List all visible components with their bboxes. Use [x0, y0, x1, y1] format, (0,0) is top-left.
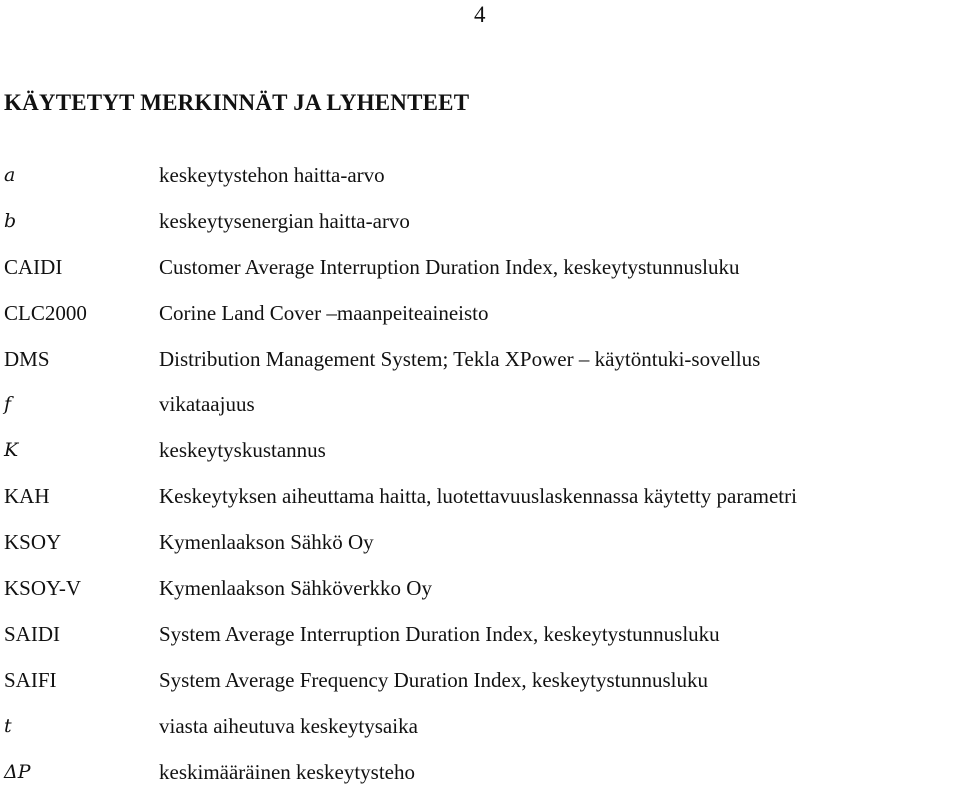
- term: b: [4, 209, 17, 232]
- list-item: [0, 571, 960, 617]
- section-heading: KÄYTETYT MERKINNÄT JA LYHENTEET: [4, 90, 470, 115]
- term: K: [4, 439, 19, 462]
- term: SAIDI: [4, 621, 60, 646]
- term: KSOY-V: [4, 576, 82, 601]
- term: KAH: [4, 484, 50, 509]
- definition: Keskeytyksen aiheuttama haitta, luotettavuuslaskennassa käytetty parametri: [159, 484, 797, 509]
- definition: keskeytysenergian haitta-arvo: [159, 208, 410, 233]
- term: f: [4, 393, 12, 416]
- list-item: [0, 617, 960, 663]
- term: SAIFI: [4, 667, 57, 692]
- term: CAIDI: [4, 254, 63, 279]
- list-item: [0, 342, 960, 388]
- definition: keskeytystehon haitta-arvo: [159, 163, 385, 187]
- list-item: [0, 387, 960, 433]
- definition: keskeytyskustannus: [159, 438, 326, 463]
- term: a: [4, 164, 16, 186]
- definition: Customer Average Interruption Duration Index, keskeytystunnusluku: [159, 254, 740, 279]
- definition: System Average Interruption Duration Index, keskeytystunnusluku: [159, 621, 720, 646]
- definition: viasta aiheutuva keskeytysaika: [159, 713, 418, 738]
- definition: Distribution Management System; Tekla XPower – käytöntuki-sovellus: [159, 346, 761, 371]
- term: ΔP: [4, 760, 31, 783]
- definition: Corine Land Cover –maanpeiteaineisto: [159, 300, 489, 325]
- abbreviation-list: [0, 158, 960, 800]
- term: CLC2000: [4, 300, 87, 325]
- list-item: [0, 296, 960, 342]
- definition: vikataajuus: [159, 392, 255, 417]
- definition: Kymenlaakson Sähkö Oy: [159, 530, 374, 555]
- list-item: [0, 709, 960, 755]
- list-item: [0, 433, 960, 479]
- list-item: [0, 158, 960, 204]
- definition: System Average Frequency Duration Index, keskeytystunnusluku: [159, 667, 709, 692]
- list-item: [0, 525, 960, 571]
- list-item: [0, 755, 960, 800]
- list-item: [0, 204, 960, 250]
- list-item: [0, 663, 960, 709]
- definition: keskimääräinen keskeytysteho: [159, 759, 415, 784]
- list-item: [0, 250, 960, 296]
- definition: Kymenlaakson Sähköverkko Oy: [159, 576, 432, 601]
- list-item: [0, 479, 960, 525]
- term: t: [4, 714, 12, 737]
- term: DMS: [4, 346, 50, 371]
- term: KSOY: [4, 530, 62, 555]
- page-number: 4: [474, 2, 486, 27]
